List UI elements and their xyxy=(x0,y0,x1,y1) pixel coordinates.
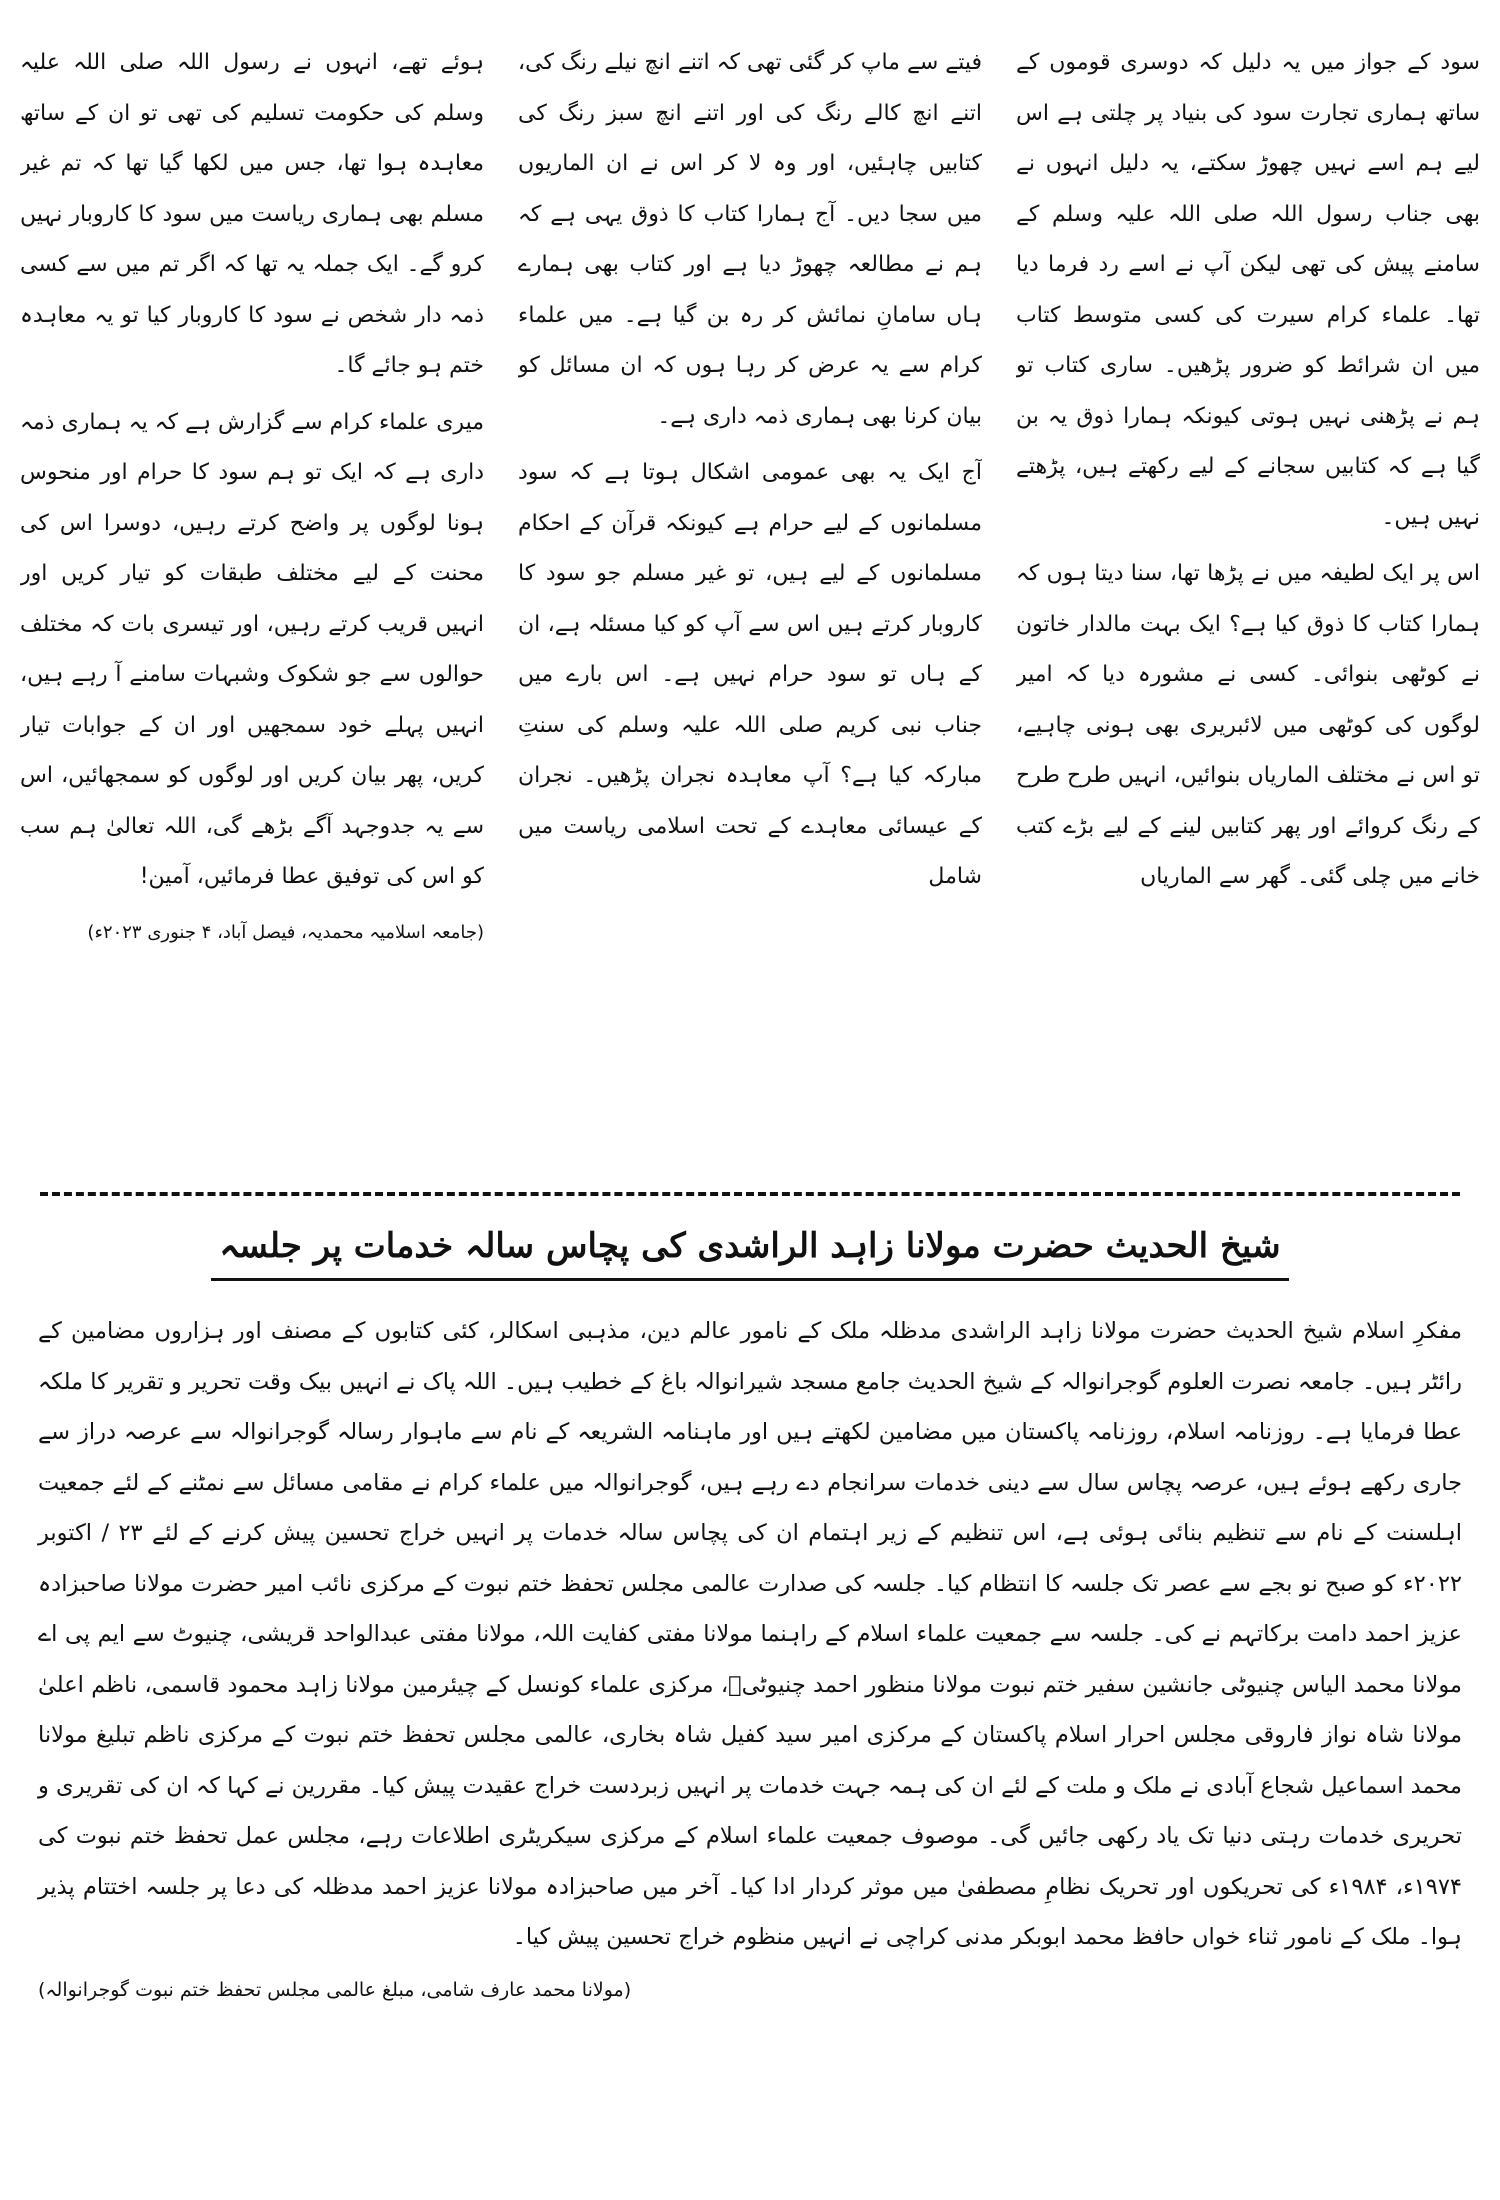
article-signature: (جامعہ اسلامیہ محمدیہ، فیصل آباد، ۴ جنوری ۲۰۲۳ء) xyxy=(87,921,484,943)
column-paragraph: فیتے سے ماپ کر گئی تھی کہ اتنے انچ نیلے رنگ کی، اتنے انچ کالے رنگ کی اور اتنے انچ سبز رنگ کی کتابیں چاہئیں، اور وہ لا کر اس نے ان الماریوں میں سجا دیں۔ آج ہمارا کتاب کا ذوق یہی ہے کہ ہم نے مطالعہ چھوڑ دیا ہے اور کتاب بھی ہمارے ہاں سامانِ نمائش کر رہ بن گیا ہے۔ میں علماء کرام سے یہ عرض کر رہا ہوں کہ ان مسائل کو بیان کرنا بھی ہماری ذمہ داری ہے۔ xyxy=(518,50,982,429)
column-paragraph: آج ایک یہ بھی عمومی اشکال ہوتا ہے کہ سود مسلمانوں کے لیے حرام ہے کیونکہ قرآن کے احکام مسلمانوں کے لیے ہیں، تو غیر مسلم جو سود کا کاروبار کرتے ہیں اس سے آپ کو کیا مسئلہ ہے، ان کے ہاں تو سود حرام نہیں ہے۔ اس بارے میں جناب نبی کریم صلی اللہ علیہ وسلم کی سنتِ مبارکہ کیا ہے؟ آپ معاہدہ نجران پڑھیں۔ نجران کے عیسائی معاہدے کے تحت اسلامی ریاست میں شامل xyxy=(518,460,982,889)
article-body: مفکرِ اسلام شیخ الحدیث حضرت مولانا زاہد الراشدی مدظلہ ملک کے نامور عالم دین، مذہبی اسکالر، کئی کتابوں کے مصنف اور ہزاروں مضامین کے رائٹر ہیں۔ جامعہ نصرت العلوم گوجرانوالہ کے شیخ الحدیث جامع مسجد شیرانوالہ باغ کے خطیب ہیں۔ اللہ پاک نے انہیں بیک وقت تحریر و تقریر کا ملکہ عطا فرمایا ہے۔ روزنامہ اسلام، روزنامہ پاکستان میں مضامین لکھتے ہیں اور ماہنامہ الشریعہ کے نام سے ماہوار رسالہ گوجرانوالہ سے عرصہ دراز سے جاری رکھے ہوئے ہیں، عرصہ پچاس سال سے دینی خدمات سرانجام دے رہے ہیں، گوجرانوالہ میں علماء کرام نے مقامی مسائل سے نمٹنے کے لئے جمعیت اہلسنت کے نام سے تنظیم بنائی ہوئی ہے، اس تنظیم کے زیر اہتمام ان کی پچاس سالہ خدمات پر انہیں خراج تحسین پیش کرنے کے لئے ۲۳ / اکتوبر ۲۰۲۲ء کو صبح نو بجے سے عصر تک جلسہ کا انتظام کیا۔ جلسہ کی صدارت عالمی مجلس تحفظ ختم نبوت کے مرکزی نائب امیر حضرت مولانا صاحبزادہ عزیز احمد دامت برکاتہم نے کی۔ جلسہ سے جمعیت علماء اسلام کے راہنما مولانا مفتی کفایت اللہ، مولانا مفتی عبدالواحد قریشی، چنیوٹ سے ایم پی اے مولانا محمد الیاس چنیوٹی جانشین سفیر ختم نبوت مولانا منظور احمد چنیوٹیؒ، مرکزی علماء کونسل کے چیئرمین مولانا زاہد محمود قاسمی، ناظم اعلیٰ مولانا شاہ نواز فاروقی مجلس احرار اسلام پاکستان کے مرکزی امیر سید کفیل شاہ بخاری، عالمی مجلس تحفظ ختم نبوت کے مرکزی ناظم تبلیغ مولانا محمد اسماعیل شجاع آبادی نے ملک و ملت کے لئے ان کی ہمہ جہت خدمات پر انہیں زبردست خراج عقیدت پیش کیا۔ مقررین نے کہا کہ ان کی تقریری و تحریری خدمات رہتی دنیا تک یاد رکھی جائیں گی۔ موصوف جمعیت علماء اسلام کے مرکزی سیکریٹری اطلاعات رہے، مجلس عمل تحفظ ختم نبوت کی ۱۹۷۴ء، ۱۹۸۴ء کی تحریکوں اور تحریک نظامِ مصطفیٰ میں موثر کردار ادا کیا۔ آخر میں صاحبزادہ مولانا عزیز احمد مدظلہ کی دعا پر جلسہ اختتام پذیر ہوا۔ ملک کے نامور ثناء خواں حافظ محمد ابوبکر مدنی کراچی نے انہیں منظوم خراج تحسین پیش کیا۔ xyxy=(38,1318,1463,1950)
article-credit: (مولانا محمد عارف شامی، مبلغ عالمی مجلس تحفظ ختم نبوت گوجرانوالہ) xyxy=(38,1978,632,2001)
headline-wrapper xyxy=(0,1218,1500,1281)
news-article xyxy=(38,1306,1462,2015)
top-article-columns xyxy=(20,38,1480,1176)
article-headline: شیخ الحدیث حضرت مولانا زاہد الراشدی کی پچاس سالہ خدمات پر جلسہ xyxy=(211,1218,1288,1281)
column-paragraph: ہوئے تھے، انہوں نے رسول اللہ صلی اللہ علیہ وسلم کی حکومت تسلیم کی تھی تو ان کے ساتھ معاہدہ ہوا تھا، جس میں لکھا گیا تھا کہ تم غیر مسلم بھی ہماری ریاست میں سود کا کاروبار نہیں کرو گے۔ ایک جملہ یہ تھا کہ اگر تم میں سے کسی ذمہ دار شخص نے سود کا کاروبار کیا تو یہ معاہدہ ختم ہو جائے گا۔ xyxy=(20,50,484,378)
column-paragraph: سود کے جواز میں یہ دلیل کہ دوسری قوموں کے ساتھ ہماری تجارت سود کی بنیاد پر چلتی ہے اس لیے ہم اسے نہیں چھوڑ سکتے، یہ دلیل انہوں نے بھی جناب رسول اللہ صلی اللہ علیہ وسلم کے سامنے پیش کی تھی لیکن آپ نے اسے رد فرما دیا تھا۔ علماء کرام سیرت کی کسی متوسط کتاب میں ان شرائط کو ضرور پڑھیں۔ ساری کتاب تو ہم نے پڑھنی نہیں ہوتی کیونکہ ہمارا ذوق یہ بن گیا ہے کہ کتابیں سجانے کے لیے رکھتے ہیں، پڑھتے نہیں ہیں۔ xyxy=(1016,50,1480,530)
column-left xyxy=(20,38,484,1176)
dashed-divider xyxy=(40,1192,1460,1196)
column-middle xyxy=(518,38,982,1176)
column-paragraph: میری علماء کرام سے گزارش ہے کہ یہ ہماری ذمہ داری ہے کہ ایک تو ہم سود کا حرام اور منحوس ہونا لوگوں پر واضح کرتے رہیں، دوسرا اس کی محنت کے لیے مختلف طبقات کو تیار کریں اور انہیں قریب کرتے رہیں، اور تیسری بات کہ مختلف حوالوں سے جو شکوک وشبہات سامنے آ رہے ہیں، انہیں پہلے خود سمجھیں اور ان کے جوابات تیار کریں، پھر بیان کریں اور لوگوں کو سمجھائیں، اس سے یہ جدوجہد آگے بڑھے گی، اللہ تعالیٰ ہم سب کو اس کی توفیق عطا فرمائیں، آمین! xyxy=(20,409,484,889)
column-right xyxy=(1016,38,1480,1176)
column-paragraph: اس پر ایک لطیفہ میں نے پڑھا تھا، سنا دیتا ہوں کہ ہمارا کتاب کا ذوق کیا ہے؟ ایک بہت مالدار خاتون نے کوٹھی بنوائی۔ کسی نے مشورہ دیا کہ امیر لوگوں کی کوٹھی میں لائبریری بھی ہونی چاہیے، تو اس نے مختلف الماریاں بنوائیں، انہیں طرح طرح کے رنگ کروائے اور پھر کتابیں لینے کے لیے بڑے کتب خانے میں چلی گئی۔ گھر سے الماریاں xyxy=(1016,561,1480,889)
